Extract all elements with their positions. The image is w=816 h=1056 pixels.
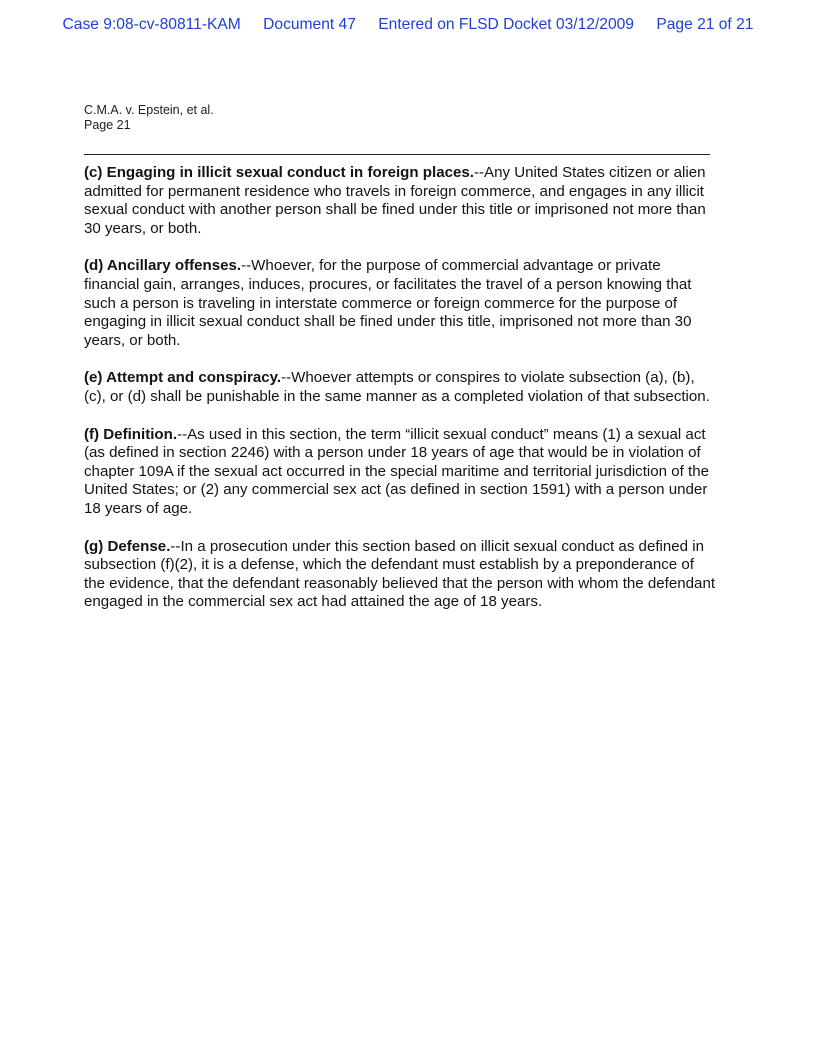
section-text: --Whoever attempts or conspires to violate subsection (a), (b), (c), or (d) shall be punishable in the same manner as a completed violation of that subsection. bbox=[84, 369, 710, 405]
case-name: C.M.A. v. Epstein, et al. bbox=[84, 103, 214, 117]
page-label: Page 21 bbox=[84, 118, 131, 132]
section-g bbox=[84, 538, 716, 612]
section-e bbox=[84, 369, 716, 406]
docket-page-number: Page 21 of 21 bbox=[656, 16, 754, 33]
section-text: --As used in this section, the term “illicit sexual conduct” means (1) a sexual act (as defined in section 2246) with a person under 18 years of age that would be in violation of chapter 109A if the sexual act occurred in the special maritime and territorial jurisdiction of the United States; or (2) any commercial sex act (as defined in section 1591) with a person under 18 years of age. bbox=[84, 425, 710, 517]
section-d bbox=[84, 257, 716, 350]
section-heading: (f) Definition. bbox=[84, 425, 178, 443]
section-heading: (g) Defense. bbox=[84, 537, 171, 555]
section-f bbox=[84, 426, 716, 519]
page-caption bbox=[84, 103, 214, 133]
section-text: --Any United States citizen or alien admitted for permanent residence who travels in foreign commerce, and engages in any illicit sexual conduct with another person shall be fined under this title or imprisoned not more than 30 years, or both. bbox=[84, 164, 706, 237]
section-heading: (c) Engaging in illicit sexual conduct in foreign places. bbox=[84, 164, 474, 181]
section-c bbox=[84, 164, 716, 238]
section-text: --Whoever, for the purpose of commercial advantage or private financial gain, arranges, induces, procures, or facilitates the travel of a person knowing that such a person is traveling in interstate commerce or foreign commerce for the purpose of engaging in illicit sexual conduct shall be fined under this title, imprisoned not more than 30 years, or both. bbox=[84, 257, 692, 349]
docket-header bbox=[0, 16, 816, 34]
section-text: --In a prosecution under this section based on illicit sexual conduct as defined in subsection (f)(2), it is a defense, which the defendant must establish by a preponderance of the evidence, that the defendant reasonably believed that the person with whom the defendant engaged in the commercial sex act had attained the age of 18 years. bbox=[84, 537, 716, 611]
docket-case-number: Case 9:08-cv-80811-KAM bbox=[62, 16, 241, 33]
caption-divider bbox=[84, 154, 710, 155]
docket-document-number: Document 47 bbox=[263, 16, 356, 33]
section-heading: (d) Ancillary offenses. bbox=[84, 257, 242, 275]
section-heading: (e) Attempt and conspiracy. bbox=[84, 369, 282, 387]
docket-entered-date: Entered on FLSD Docket 03/12/2009 bbox=[378, 16, 634, 33]
statute-body bbox=[84, 164, 716, 631]
